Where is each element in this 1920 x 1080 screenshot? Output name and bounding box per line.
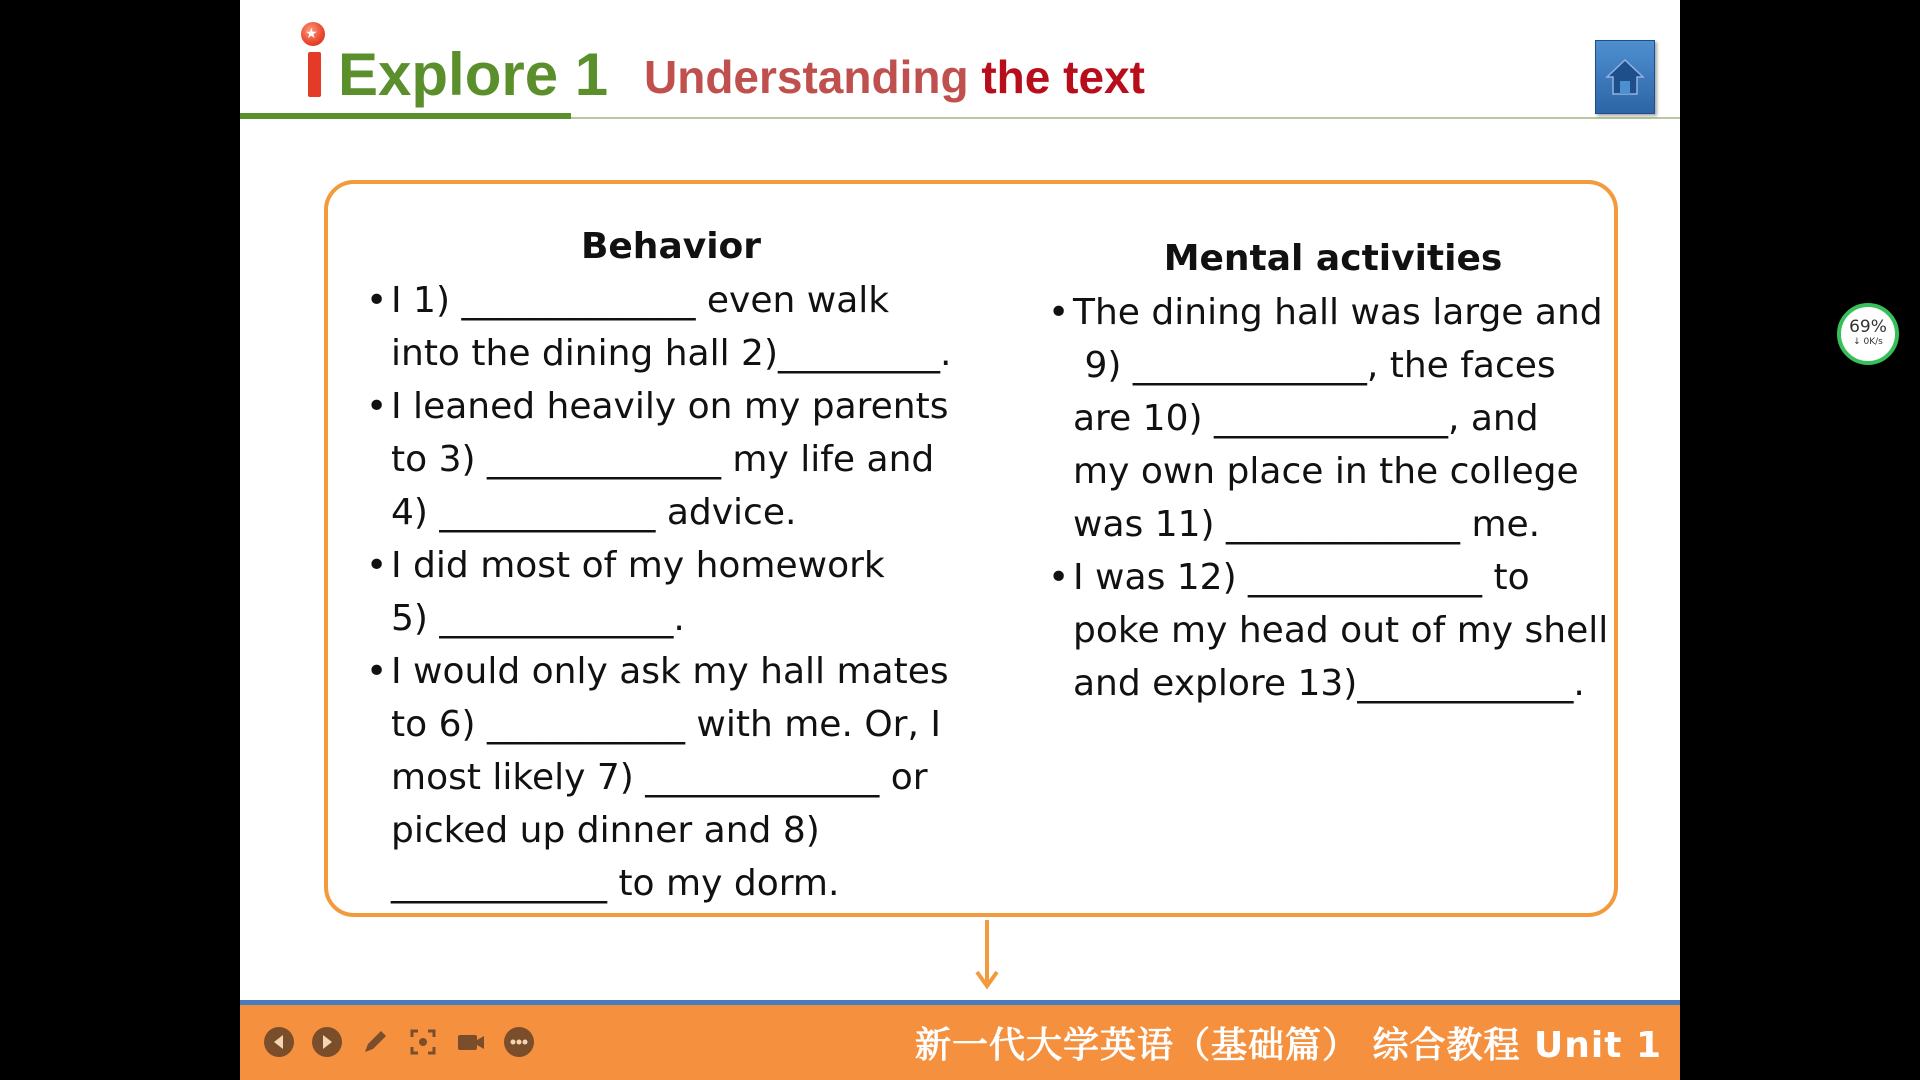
course-title: 新一代大学英语（基础篇） 综合教程 Unit 1	[914, 1025, 1662, 1066]
brand-title: Explore 1	[338, 41, 609, 108]
screenshot-icon	[408, 1027, 438, 1057]
brand-i-icon	[308, 52, 321, 97]
more-button[interactable]	[504, 1027, 534, 1057]
down-arrow-icon	[975, 920, 999, 990]
behavior-item-2: • I leaned heavily on my parents to 3) _____________ my life and 4) ____________ advice.	[366, 380, 976, 539]
previous-icon	[264, 1027, 294, 1057]
slide	[240, 0, 1680, 1080]
behavior-item-3: • I did most of my homework 5) _____________.	[366, 539, 976, 645]
exercise-box	[324, 180, 1618, 917]
section-title-accent: the text	[981, 51, 1145, 103]
mental-activities-heading: Mental activities	[1163, 238, 1503, 279]
home-button[interactable]	[1595, 40, 1655, 114]
brand-underline	[240, 113, 571, 119]
home-icon	[1605, 57, 1645, 97]
footer-bar	[240, 1005, 1680, 1080]
mental-item-1: • The dining hall was large and 9) _____________, the faces are 10) _____________, and my own place in the college was 11) _____________ me.	[1048, 286, 1618, 551]
section-title	[644, 50, 1145, 104]
behavior-list	[366, 274, 976, 910]
network-speed: ↓ 0K/s	[1853, 337, 1883, 347]
next-icon	[312, 1027, 342, 1057]
mental-activities-list	[1048, 286, 1618, 710]
behavior-item-4: • I would only ask my hall mates to 6) ___________ with me. Or, I most likely 7) _____________ or picked up dinner and 8) ____________ to my dorm.	[366, 645, 976, 910]
network-percent: 69%	[1849, 317, 1887, 337]
camera-icon	[456, 1027, 486, 1057]
star-icon: ★	[305, 26, 318, 42]
previous-button[interactable]	[264, 1027, 294, 1057]
screenshot-button[interactable]	[408, 1027, 438, 1057]
camera-button[interactable]	[456, 1027, 486, 1057]
behavior-column	[366, 222, 976, 910]
next-button[interactable]	[312, 1027, 342, 1057]
mental-item-2: • I was 12) _____________ to poke my head out of my shell and explore 13)____________.	[1048, 551, 1618, 710]
mental-activities-column	[1048, 234, 1618, 710]
header-divider	[571, 117, 1680, 119]
pen-icon	[360, 1027, 390, 1057]
section-title-main: Understanding	[644, 51, 982, 103]
network-monitor-widget[interactable]	[1837, 303, 1899, 365]
pen-button[interactable]	[360, 1027, 390, 1057]
more-icon	[504, 1027, 534, 1057]
behavior-heading: Behavior	[580, 226, 762, 267]
behavior-item-1: • I 1) _____________ even walk into the dining hall 2)_________.	[366, 274, 976, 380]
